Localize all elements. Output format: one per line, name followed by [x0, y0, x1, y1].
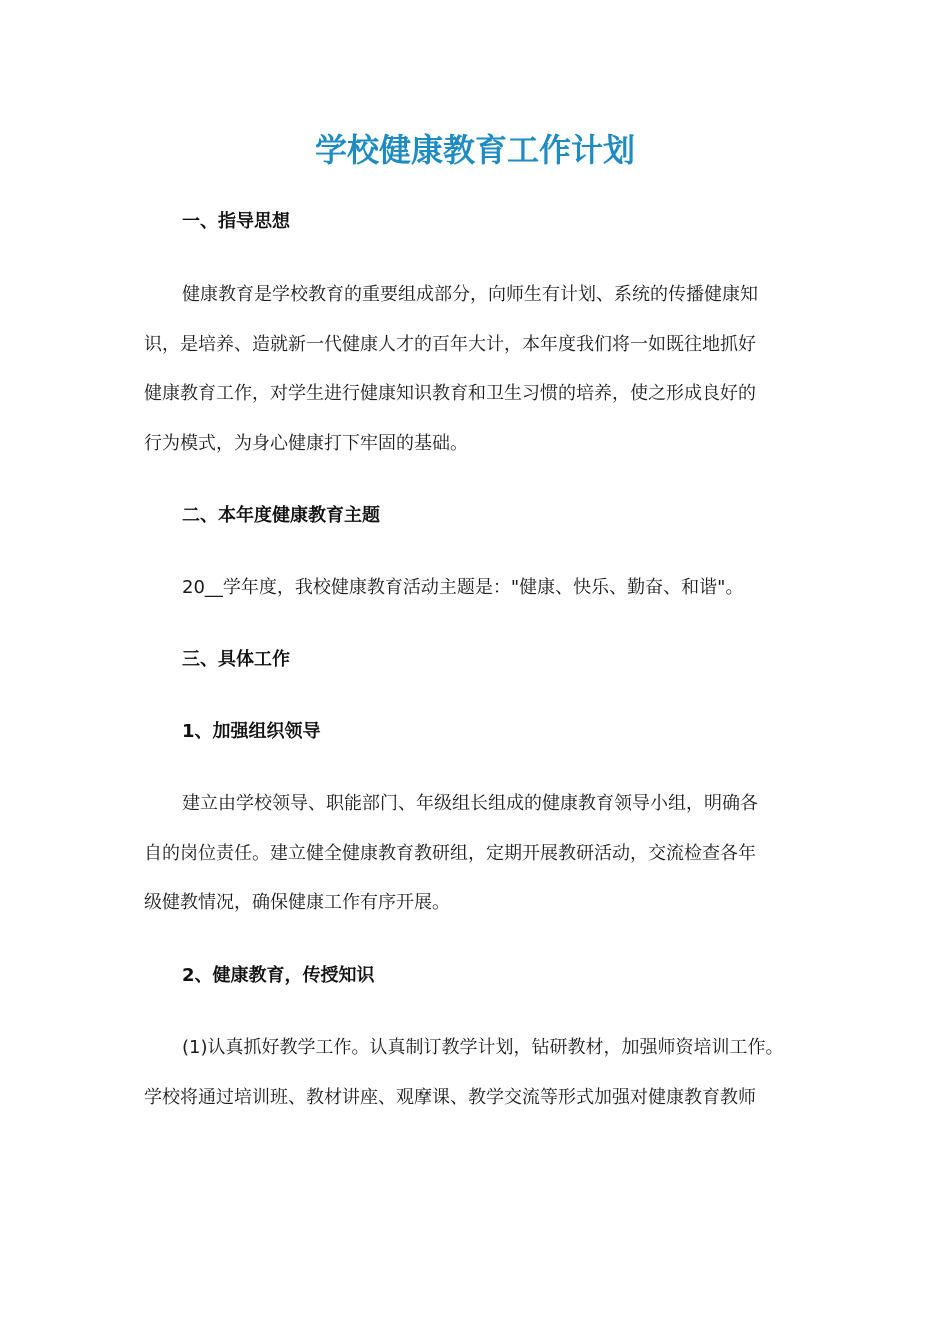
paragraph-line: 建立由学校领导、职能部门、年级组长组成的健康教育领导小组，明确各: [182, 793, 758, 814]
subsection-paragraph-organization: [144, 779, 824, 928]
paragraph-line: 自的岗位责任。建立健全健康教育教研组，定期开展教研活动，交流检查各年: [144, 842, 756, 864]
section-heading-guiding-ideology: 一、指导思想: [182, 211, 290, 232]
paragraph-line: 20__学年度，我校健康教育活动主题是："健康、快乐、勤奋、和谐"。: [182, 577, 744, 598]
subsection-paragraph-health-education: [144, 1023, 824, 1122]
paragraph-line: (1)认真抓好教学工作。认真制订教学计划，钻研教材，加强师资培训工作。: [182, 1037, 784, 1058]
section-heading-annual-theme: 二、本年度健康教育主题: [182, 505, 380, 526]
paragraph-line: 级健教情况，确保健康工作有序开展。: [144, 892, 450, 913]
subsection-heading-health-education: 2、健康教育，传授知识: [182, 965, 375, 986]
paragraph-line: 学校将通过培训班、教材讲座、观摩课、教学交流等形式加强对健康教育教师: [144, 1086, 756, 1108]
subsection-heading-organization: 1、加强组织领导: [182, 721, 321, 742]
section-paragraph-guiding-ideology: [144, 270, 824, 468]
paragraph-line: 行为模式，为身心健康打下牢固的基础。: [144, 432, 468, 454]
paragraph-line: 识，是培养、造就新一代健康人才的百年大计，本年度我们将一如既往地抓好: [144, 333, 756, 355]
document-title: 学校健康教育工作计划: [314, 131, 635, 169]
section-heading-specific-work: 三、具体工作: [182, 649, 290, 670]
paragraph-line: 健康教育是学校教育的重要组成部分，向师生有计划、系统的传播健康知: [182, 284, 758, 305]
section-paragraph-annual-theme: [144, 563, 824, 613]
paragraph-line: 健康教育工作，对学生进行健康知识教育和卫生习惯的培养，使之形成良好的: [144, 383, 756, 404]
